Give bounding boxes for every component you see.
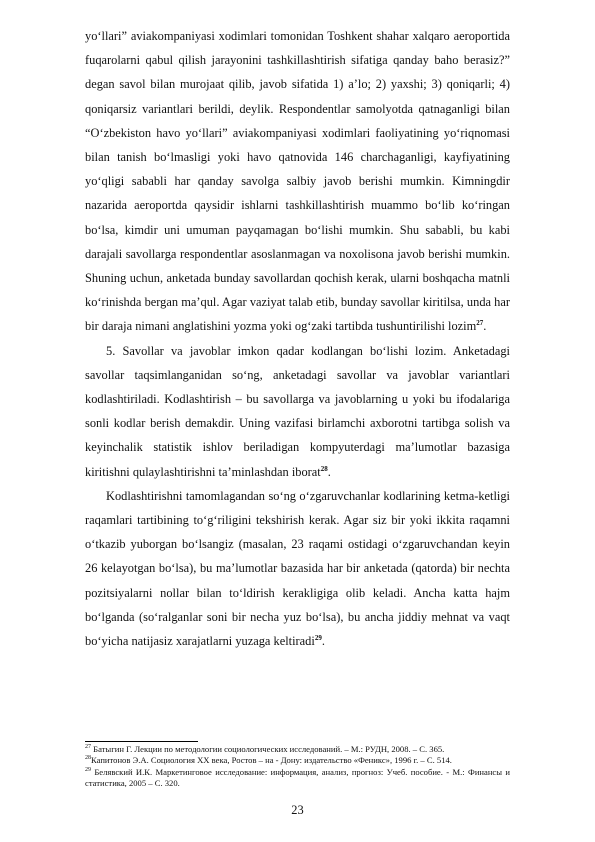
footnote-29 xyxy=(85,767,510,790)
footnote-ref-29: 29 xyxy=(314,633,322,642)
paragraph-tail: . xyxy=(327,464,331,479)
paragraph-text: Kodlashtirishni tamomlagandan so‘ng o‘zgaruvchanlar kodlarining ketma-ketligi raqamlari tartibining to‘g‘riligini tekshirish kerak. Agar siz bir yoki ikkita raqamni o‘tkazib yuborgan bo‘lsangiz (masalan, 23 raqami ostidagi o‘zgaruvchandan keyin 26 kelayotgan bo‘lsa), bu ma’lumotlar bazasida har bir anketada (qatorda) bir nechta pozitsiyalarni nollar bilan to‘ldirish kerakligiga olib keladi. Ancha katta hajm bo‘lganda (so‘ralganlar soni bir necha yuz bo‘lsa), bu ancha jiddiy mehnat va vaqt bo‘yicha natijasiz xarajatlarni yuzaga keltiradi xyxy=(85,488,510,649)
footnote-number: 27 xyxy=(85,744,91,751)
footnote-number: 28 xyxy=(85,755,91,762)
footnote-text: Белявский И.К. Маркетинговое исследование: информация, анализ, прогноз: Учеб. пособие. - М.: Финансы и статистика, 2005 – С. 320. xyxy=(85,766,510,788)
footnote-text: Батыгин Г. Лекции по методологии социологических исследований. – М.: РУДН, 2008. – С. 365. xyxy=(91,744,445,754)
paragraph-2 xyxy=(85,339,510,484)
footnotes xyxy=(85,744,510,789)
paragraph-tail: . xyxy=(321,634,325,649)
page-number: 23 xyxy=(291,803,304,817)
paragraph-1 xyxy=(85,24,510,339)
paragraph-3 xyxy=(85,484,510,653)
footnote-27 xyxy=(85,744,510,755)
footnote-number: 29 xyxy=(85,766,91,773)
footnote-28 xyxy=(85,755,510,766)
footnote-ref-27: 27 xyxy=(476,319,484,328)
footnote-text: Капитонов Э.А. Социология ХХ века, Ростов – на - Дону: издательство «Феникс», 1996 г. – С. 514. xyxy=(91,755,452,766)
paragraph-tail: . xyxy=(483,319,487,334)
paragraph-text: yo‘llari” aviakompaniyasi xodimlari tomonidan Toshkent shahar xalqaro aeroportida fuqarolarni qabul qilish jarayonini tashkillashtirish sifatiga qanday baho berasiz?” degan savol bilan murojaat qilib, javob sifatida 1) a’lo; 2) yaxshi; 3) qoniqarli; 4) qoniqarsiz variantlari berildi, deylik. Respondentlar samolyotda qatnaganligi bilan “O‘zbekiston havo yo‘llari” aviakompaniyasi xodimlari faoliyatining yo‘riqnomasi bilan tanish bo‘lmasligi yoki havo qatnovida 146 charchaganligi, kayfiyatining yo‘qligi sababli har qanday savolga salbiy javob berishi mumkin. Kimningdir nazarida aeroportda qaysidir ishlarni tashkillashtirish muammo bo‘lib ko‘ringan bo‘lsa, kimdir uni umuman payqamagan bo‘lishi mumkin. Shu sababli, bu kabi darajali savollarga respondentlar asoslanmagan va noxolisona javob berishi mumkin. Shuning uchun, anketada bunday savollardan qochish kerak, ularni boshqacha matnli ko‘rinishda bergan ma’qul. Agar vaziyat talab etib, bunday savollar kiritilsa, unda har bir daraja nimani anglatishini yozma yoki og‘zaki tartibda tushuntirilishi lozim xyxy=(85,29,510,334)
footnote-ref-28: 28 xyxy=(320,464,328,473)
document-body xyxy=(85,24,510,653)
footnote-separator xyxy=(85,741,198,742)
paragraph-text: 5. Savollar va javoblar imkon qadar kodlangan bo‘lishi lozim. Anketadagi savollar taqsimlanganidan so‘ng, anketadagi savollar va javoblar variantlari kodlashtiriladi. Kodlashtirish – bu savollarga va javoblarning u yoki bu ifodalariga sonli kodlar berish demakdir. Uning vazifasi birlamchi axborotni tartibga solish va keyinchalik statistik ishlov beriladigan kompyuterdagi ma’lumotlar bazasiga kiritishni qulaylashtirishni ta’minlashdan iborat xyxy=(85,343,510,479)
